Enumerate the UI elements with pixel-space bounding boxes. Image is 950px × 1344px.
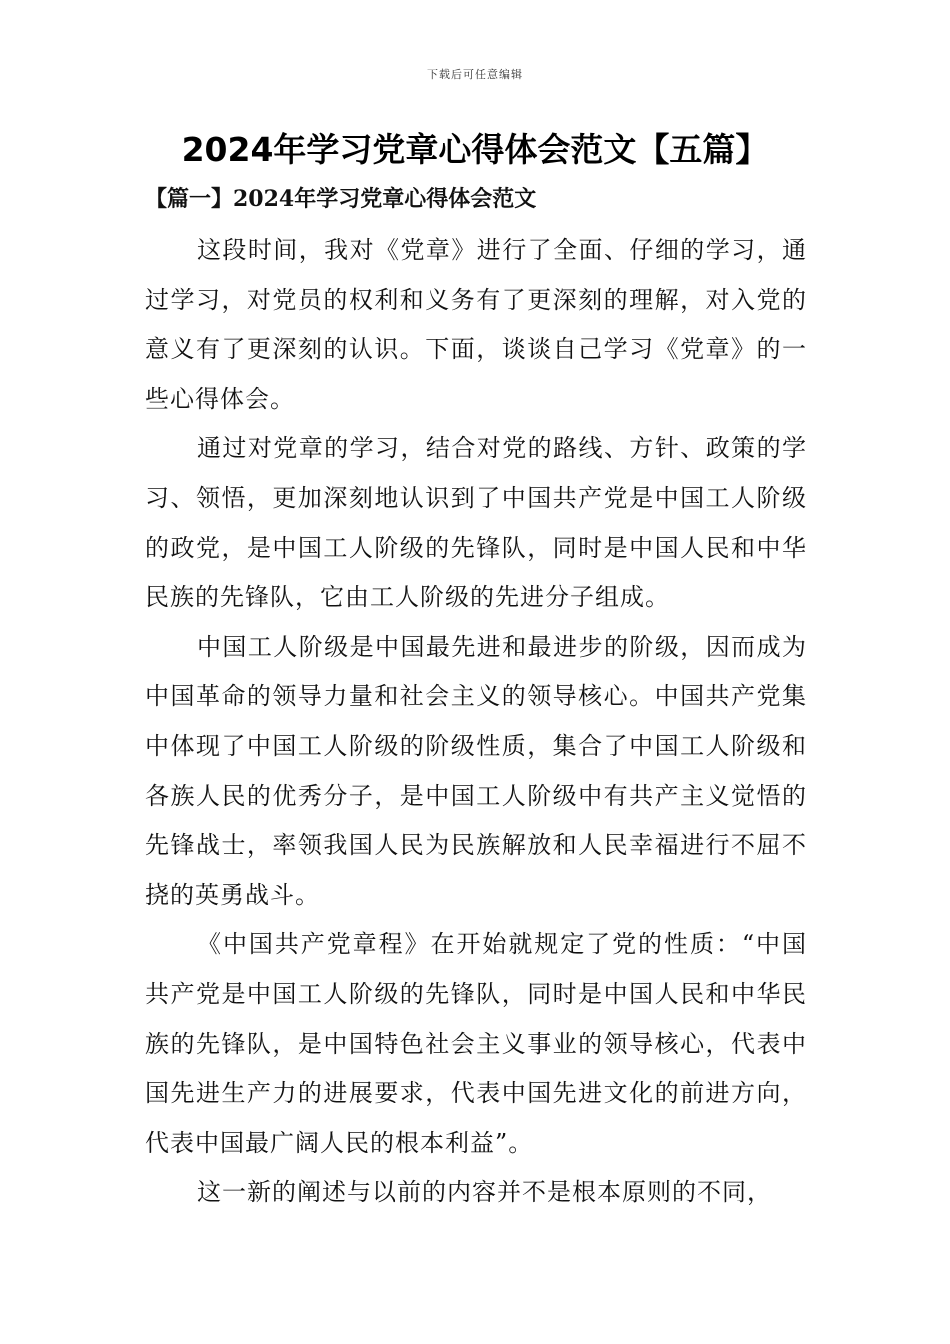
- paragraph: 通过对党章的学习，结合对党的路线、方针、政策的学习、领悟，更加深刻地认识到了中国共产党是中国工人阶级的政党，是中国工人阶级的先锋队，同时是中国人民和中华民族的先锋队，它由工人阶级的先进分子组成。: [145, 434, 807, 612]
- section-heading: 【篇一】2024年学习党章心得体会范文: [145, 186, 537, 212]
- paragraph: 这段时间，我对《党章》进行了全面、仔细的学习，通过学习，对党员的权利和义务有了更深刻的理解，对入党的意义有了更深刻的认识。下面，谈谈自己学习《党章》的一些心得体会。: [145, 236, 807, 413]
- document-title: 2024年学习党章心得体会范文【五篇】: [181, 130, 769, 169]
- paragraph: 这一新的阐述与以前的内容并不是根本原则的不同，: [197, 1178, 772, 1207]
- document-body: [145, 226, 807, 1218]
- header-note: 下载后可任意编辑: [427, 68, 523, 81]
- paragraph: 《中国共产党章程》在开始就规定了党的性质：“中国共产党是中国工人阶级的先锋队，同时是中国人民和中华民族的先锋队，是中国特色社会主义事业的领导核心，代表中国先进生产力的进展要求，代表中国先进文化的前进方向，代表中国最广阔人民的根本利益”。: [145, 930, 807, 1157]
- paragraph: 中国工人阶级是中国最先进和最进步的阶级，因而成为中国革命的领导力量和社会主义的领导核心。中国共产党集中体现了中国工人阶级的阶级性质，集合了中国工人阶级和各族人民的优秀分子，是中国工人阶级中有共产主义觉悟的先锋战士，率领我国人民为民族解放和人民幸福进行不屈不挠的英勇战斗。: [145, 632, 807, 909]
